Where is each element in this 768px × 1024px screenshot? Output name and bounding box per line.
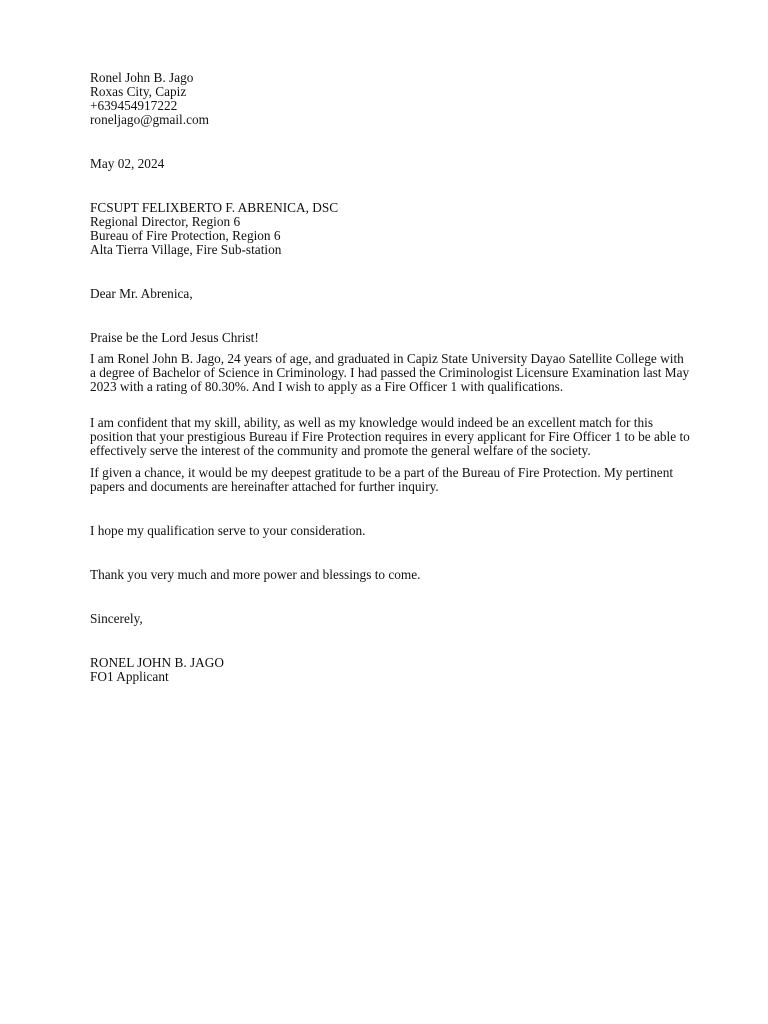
signature-block bbox=[90, 656, 690, 684]
body-paragraph-text: If given a chance, it would be my deepest gratitude to be a part of the Bureau of Fire Protection. My pertinent papers and documents are hereinafter attached for further inquiry. bbox=[90, 465, 674, 494]
recipient-office: Bureau of Fire Protection, Region 6 bbox=[90, 228, 281, 243]
sender-phone: +639454917222 bbox=[90, 98, 178, 113]
recipient-title: Regional Director, Region 6 bbox=[90, 214, 241, 229]
signature-name: RONEL JOHN B. JAGO bbox=[90, 655, 224, 670]
closing-line: Sincerely, bbox=[90, 611, 143, 626]
sender-email: roneljago@gmail.com bbox=[90, 112, 209, 127]
thanks-line: Thank you very much and more power and blessings to come. bbox=[90, 567, 421, 582]
hope-block bbox=[90, 524, 690, 538]
date-block bbox=[90, 157, 690, 171]
body-paragraph-text: I am Ronel John B. Jago, 24 years of age, and graduated in Capiz State University Dayao Satellite College with a degree of Bachelor of Science in Criminology. I had passed the Criminologist Licensure Examination last May 2023 with a rating of 80.30%. And I wish to apply as a Fire Officer 1 with qualifications. bbox=[90, 351, 690, 394]
body-paragraph-text: I am confident that my skill, ability, as well as my knowledge would indeed be an excellent match for this position that your prestigious Bureau if Fire Protection requires in every applicant for Fire Officer 1 to be able to effectively serve the interest of the community and promote the general welfare of the society. bbox=[90, 415, 690, 458]
salutation-block bbox=[90, 287, 690, 301]
hope-line: I hope my qualification serve to your consideration. bbox=[90, 523, 366, 538]
letter-date: May 02, 2024 bbox=[90, 156, 165, 171]
salutation: Dear Mr. Abrenica, bbox=[90, 286, 193, 301]
body-paragraph-1 bbox=[90, 352, 690, 394]
recipient-address: Alta Tierra Village, Fire Sub-station bbox=[90, 242, 282, 257]
opening-block bbox=[90, 331, 690, 345]
body-paragraph-3 bbox=[90, 466, 690, 494]
signature-position: FO1 Applicant bbox=[90, 669, 169, 684]
sender-name: Ronel John B. Jago bbox=[90, 70, 194, 85]
opening-line: Praise be the Lord Jesus Christ! bbox=[90, 330, 259, 345]
thanks-block bbox=[90, 568, 690, 582]
closing-block bbox=[90, 612, 690, 626]
recipient-block bbox=[90, 201, 690, 257]
sender-block bbox=[90, 71, 690, 127]
body-paragraph-2 bbox=[90, 416, 690, 458]
sender-address: Roxas City, Capiz bbox=[90, 84, 187, 99]
recipient-name: FCSUPT FELIXBERTO F. ABRENICA, DSC bbox=[90, 200, 339, 215]
